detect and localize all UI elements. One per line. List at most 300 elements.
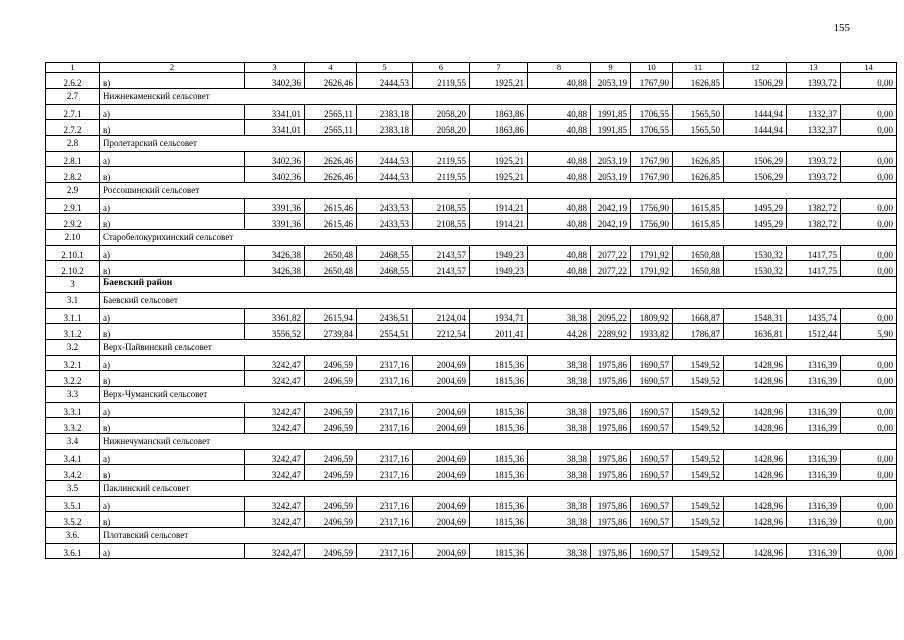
value-cell: 1767,90: [631, 73, 673, 89]
value-cell: 0,00: [841, 214, 897, 230]
value-cell: 0,00: [841, 120, 897, 136]
value-cell: 1815,36: [470, 449, 528, 465]
value-cell: 1756,90: [631, 198, 673, 214]
section-row: [46, 182, 897, 198]
value-cell: 2496,59: [305, 496, 357, 512]
value-cell: 1975,86: [591, 465, 631, 481]
value-cell: 38,38: [528, 308, 591, 324]
section-title: Верх-Чуманский сельсовет: [100, 386, 897, 402]
value-cell: 1565,50: [673, 120, 724, 136]
value-cell: 3242,47: [245, 355, 305, 371]
table-body: [46, 63, 897, 559]
column-header: 9: [591, 63, 631, 73]
value-cell: 2436,51: [357, 308, 413, 324]
value-cell: 0,00: [841, 245, 897, 261]
value-cell: 3242,47: [245, 449, 305, 465]
value-cell: 1506,29: [724, 167, 787, 183]
column-header: 4: [305, 63, 357, 73]
value-cell: 1428,96: [724, 371, 787, 387]
value-cell: 2004,69: [413, 449, 470, 465]
value-cell: 2626,46: [305, 151, 357, 167]
value-cell: 0,00: [841, 73, 897, 89]
value-cell: 2004,69: [413, 418, 470, 434]
value-cell: 3556,52: [245, 324, 305, 340]
value-cell: 1549,52: [673, 543, 724, 559]
value-cell: 0,00: [841, 543, 897, 559]
value-cell: 38,38: [528, 418, 591, 434]
value-cell: 1428,96: [724, 496, 787, 512]
row-variant: в): [100, 512, 245, 528]
column-header: 2: [100, 63, 245, 73]
row-variant: в): [100, 120, 245, 136]
value-cell: 2383,18: [357, 104, 413, 120]
table-row: [46, 355, 897, 371]
value-cell: 40,88: [528, 214, 591, 230]
value-cell: 1382,72: [787, 198, 841, 214]
value-cell: 1428,96: [724, 543, 787, 559]
value-cell: 1428,96: [724, 402, 787, 418]
value-cell: 2433,53: [357, 214, 413, 230]
value-cell: 2468,55: [357, 245, 413, 261]
value-cell: 2119,55: [413, 73, 470, 89]
value-cell: 2077,22: [591, 261, 631, 277]
row-variant: а): [100, 245, 245, 261]
value-cell: 1615,85: [673, 214, 724, 230]
column-header-row: [46, 63, 897, 73]
value-cell: 1975,86: [591, 371, 631, 387]
value-cell: 1949,23: [470, 245, 528, 261]
value-cell: 1975,86: [591, 512, 631, 528]
value-cell: 2565,11: [305, 104, 357, 120]
column-header: 10: [631, 63, 673, 73]
value-cell: 2317,16: [357, 496, 413, 512]
value-cell: 1815,36: [470, 402, 528, 418]
value-cell: 1444,94: [724, 120, 787, 136]
value-cell: 1626,85: [673, 151, 724, 167]
value-cell: 1495,29: [724, 198, 787, 214]
value-cell: 1975,86: [591, 418, 631, 434]
section-title: Верх-Пайвинский сельсовет: [100, 339, 897, 355]
value-cell: 1393,72: [787, 167, 841, 183]
row-variant: в): [100, 324, 245, 340]
row-code: 2.10: [46, 229, 100, 245]
row-code: 3.1.2: [46, 324, 100, 340]
value-cell: 3402,36: [245, 73, 305, 89]
value-cell: 1506,29: [724, 151, 787, 167]
row-code: 3.4.1: [46, 449, 100, 465]
row-variant: в): [100, 73, 245, 89]
value-cell: 2554,51: [357, 324, 413, 340]
value-cell: 2444,53: [357, 73, 413, 89]
table-row: [46, 324, 897, 340]
value-cell: 5,90: [841, 324, 897, 340]
value-cell: 38,38: [528, 465, 591, 481]
table-row: [46, 151, 897, 167]
value-cell: 1626,85: [673, 167, 724, 183]
value-cell: 1428,96: [724, 449, 787, 465]
value-cell: 3402,36: [245, 167, 305, 183]
value-cell: 2317,16: [357, 402, 413, 418]
page-number: 155: [833, 22, 850, 34]
value-cell: 2042,19: [591, 214, 631, 230]
value-cell: 38,38: [528, 449, 591, 465]
table-row: [46, 308, 897, 324]
column-header: 1: [46, 63, 100, 73]
value-cell: 1417,75: [787, 245, 841, 261]
value-cell: 1690,57: [631, 449, 673, 465]
value-cell: 1316,39: [787, 371, 841, 387]
value-cell: 1914,21: [470, 198, 528, 214]
section-row: [46, 433, 897, 449]
value-cell: 2739,84: [305, 324, 357, 340]
value-cell: 2053,19: [591, 151, 631, 167]
row-code: 2.10.1: [46, 245, 100, 261]
row-variant: а): [100, 496, 245, 512]
value-cell: 2317,16: [357, 512, 413, 528]
value-cell: 1756,90: [631, 214, 673, 230]
value-cell: 0,00: [841, 308, 897, 324]
table-row: [46, 104, 897, 120]
value-cell: 40,88: [528, 151, 591, 167]
value-cell: 3242,47: [245, 512, 305, 528]
value-cell: 1690,57: [631, 371, 673, 387]
row-variant: а): [100, 449, 245, 465]
section-row: [46, 339, 897, 355]
value-cell: 2317,16: [357, 543, 413, 559]
value-cell: 3391,36: [245, 214, 305, 230]
value-cell: 1975,86: [591, 496, 631, 512]
value-cell: 38,38: [528, 543, 591, 559]
value-cell: 1435,74: [787, 308, 841, 324]
value-cell: 3341,01: [245, 104, 305, 120]
value-cell: 1549,52: [673, 371, 724, 387]
row-code: 3.1: [46, 292, 100, 308]
section-title: Нижнекаменский сельсовет: [100, 88, 897, 104]
row-code: 3.5.1: [46, 496, 100, 512]
value-cell: 1815,36: [470, 465, 528, 481]
row-code: 2.9: [46, 182, 100, 198]
value-cell: 1809,92: [631, 308, 673, 324]
table-row: [46, 167, 897, 183]
value-cell: 1668,87: [673, 308, 724, 324]
row-code: 3: [46, 276, 100, 292]
value-cell: 2496,59: [305, 371, 357, 387]
value-cell: 3426,38: [245, 245, 305, 261]
value-cell: 2317,16: [357, 449, 413, 465]
value-cell: 1615,85: [673, 198, 724, 214]
value-cell: 2496,59: [305, 512, 357, 528]
value-cell: 2004,69: [413, 355, 470, 371]
value-cell: 3242,47: [245, 371, 305, 387]
value-cell: 2317,16: [357, 465, 413, 481]
section-title: Старобелокурихинский сельсовет: [100, 229, 897, 245]
value-cell: 2058,20: [413, 120, 470, 136]
value-cell: 1934,71: [470, 308, 528, 324]
value-cell: 1706,55: [631, 104, 673, 120]
value-cell: 2317,16: [357, 418, 413, 434]
value-cell: 1690,57: [631, 355, 673, 371]
value-cell: 1925,21: [470, 73, 528, 89]
value-cell: 2317,16: [357, 371, 413, 387]
row-code: 2.9.1: [46, 198, 100, 214]
value-cell: 2565,11: [305, 120, 357, 136]
section-title: Россошинский сельсовет: [100, 182, 897, 198]
row-code: 3.1.1: [46, 308, 100, 324]
row-code: 2.10.2: [46, 261, 100, 277]
value-cell: 2095,22: [591, 308, 631, 324]
value-cell: 1690,57: [631, 543, 673, 559]
value-cell: 2119,55: [413, 167, 470, 183]
value-cell: 0,00: [841, 496, 897, 512]
row-variant: в): [100, 214, 245, 230]
table-row: [46, 261, 897, 277]
value-cell: 3361,82: [245, 308, 305, 324]
section-row: [46, 276, 897, 292]
row-code: 2.6.2: [46, 73, 100, 89]
value-cell: 1565,50: [673, 104, 724, 120]
value-cell: 40,88: [528, 167, 591, 183]
value-cell: 1495,29: [724, 214, 787, 230]
value-cell: 1975,86: [591, 402, 631, 418]
section-row: [46, 88, 897, 104]
value-cell: 1549,52: [673, 418, 724, 434]
column-header: 5: [357, 63, 413, 73]
value-cell: 2119,55: [413, 151, 470, 167]
table-row: [46, 512, 897, 528]
value-cell: 2143,57: [413, 261, 470, 277]
row-code: 3.5: [46, 480, 100, 496]
value-cell: 2496,59: [305, 402, 357, 418]
value-cell: 1949,23: [470, 261, 528, 277]
value-cell: 1549,52: [673, 402, 724, 418]
value-cell: 0,00: [841, 512, 897, 528]
column-header: 13: [787, 63, 841, 73]
value-cell: 1316,39: [787, 449, 841, 465]
table-row: [46, 418, 897, 434]
value-cell: 2212,54: [413, 324, 470, 340]
tariff-table: [45, 62, 897, 559]
value-cell: 40,88: [528, 120, 591, 136]
value-cell: 2053,19: [591, 167, 631, 183]
value-cell: 2650,48: [305, 245, 357, 261]
row-variant: а): [100, 198, 245, 214]
value-cell: 0,00: [841, 402, 897, 418]
row-code: 2.8.2: [46, 167, 100, 183]
value-cell: 3426,38: [245, 261, 305, 277]
value-cell: 2496,59: [305, 543, 357, 559]
value-cell: 2496,59: [305, 418, 357, 434]
value-cell: 1316,39: [787, 543, 841, 559]
value-cell: 1767,90: [631, 167, 673, 183]
value-cell: 44,28: [528, 324, 591, 340]
value-cell: 2496,59: [305, 449, 357, 465]
value-cell: 2077,22: [591, 245, 631, 261]
row-variant: а): [100, 355, 245, 371]
value-cell: 38,38: [528, 355, 591, 371]
section-title: Пролетарский сельсовет: [100, 135, 897, 151]
value-cell: 1316,39: [787, 418, 841, 434]
value-cell: 0,00: [841, 465, 897, 481]
section-row: [46, 480, 897, 496]
row-variant: а): [100, 402, 245, 418]
value-cell: 1767,90: [631, 151, 673, 167]
row-code: 2.8.1: [46, 151, 100, 167]
section-title: Баевский район: [100, 276, 897, 292]
value-cell: 1690,57: [631, 496, 673, 512]
row-code: 3.2.2: [46, 371, 100, 387]
row-code: 3.3.1: [46, 402, 100, 418]
value-cell: 38,38: [528, 402, 591, 418]
row-code: 2.8: [46, 135, 100, 151]
value-cell: 1925,21: [470, 151, 528, 167]
row-code: 2.9.2: [46, 214, 100, 230]
value-cell: 1975,86: [591, 543, 631, 559]
value-cell: 1975,86: [591, 355, 631, 371]
column-header: 8: [528, 63, 591, 73]
value-cell: 2468,55: [357, 261, 413, 277]
value-cell: 1925,21: [470, 167, 528, 183]
value-cell: 2317,16: [357, 355, 413, 371]
row-variant: в): [100, 465, 245, 481]
value-cell: 3242,47: [245, 402, 305, 418]
value-cell: 2011,41: [470, 324, 528, 340]
value-cell: 0,00: [841, 449, 897, 465]
value-cell: 1690,57: [631, 402, 673, 418]
value-cell: 3242,47: [245, 418, 305, 434]
value-cell: 2615,94: [305, 308, 357, 324]
value-cell: 0,00: [841, 418, 897, 434]
value-cell: 1316,39: [787, 512, 841, 528]
row-code: 3.6.1: [46, 543, 100, 559]
value-cell: 2004,69: [413, 496, 470, 512]
value-cell: 1991,85: [591, 104, 631, 120]
table-row: [46, 198, 897, 214]
value-cell: 1815,36: [470, 512, 528, 528]
value-cell: 1428,96: [724, 512, 787, 528]
section-row: [46, 386, 897, 402]
value-cell: 3242,47: [245, 465, 305, 481]
value-cell: 1549,52: [673, 512, 724, 528]
value-cell: 0,00: [841, 198, 897, 214]
row-variant: а): [100, 308, 245, 324]
row-variant: а): [100, 543, 245, 559]
section-title: Паклинский сельсовет: [100, 480, 897, 496]
row-variant: в): [100, 261, 245, 277]
value-cell: 40,88: [528, 245, 591, 261]
value-cell: 1530,32: [724, 261, 787, 277]
value-cell: 1914,21: [470, 214, 528, 230]
column-header: 11: [673, 63, 724, 73]
value-cell: 0,00: [841, 371, 897, 387]
value-cell: 38,38: [528, 371, 591, 387]
value-cell: 3402,36: [245, 151, 305, 167]
value-cell: 0,00: [841, 104, 897, 120]
section-title: Нижнечуманский сельсовет: [100, 433, 897, 449]
value-cell: 0,00: [841, 151, 897, 167]
value-cell: 1650,88: [673, 245, 724, 261]
row-code: 3.6.: [46, 527, 100, 543]
value-cell: 2383,18: [357, 120, 413, 136]
value-cell: 1815,36: [470, 543, 528, 559]
value-cell: 1316,39: [787, 402, 841, 418]
row-code: 3.3: [46, 386, 100, 402]
value-cell: 2626,46: [305, 167, 357, 183]
value-cell: 3391,36: [245, 198, 305, 214]
value-cell: 1549,52: [673, 449, 724, 465]
value-cell: 1332,37: [787, 104, 841, 120]
value-cell: 0,00: [841, 167, 897, 183]
value-cell: 2004,69: [413, 371, 470, 387]
value-cell: 2433,53: [357, 198, 413, 214]
value-cell: 1690,57: [631, 418, 673, 434]
value-cell: 2004,69: [413, 402, 470, 418]
value-cell: 2053,19: [591, 73, 631, 89]
value-cell: 2444,53: [357, 151, 413, 167]
row-code: 3.4.2: [46, 465, 100, 481]
row-variant: в): [100, 418, 245, 434]
value-cell: 1548,31: [724, 308, 787, 324]
column-header: 12: [724, 63, 787, 73]
value-cell: 38,38: [528, 512, 591, 528]
column-header: 3: [245, 63, 305, 73]
value-cell: 2108,55: [413, 214, 470, 230]
section-row: [46, 292, 897, 308]
value-cell: 1650,88: [673, 261, 724, 277]
value-cell: 1786,87: [673, 324, 724, 340]
value-cell: 1428,96: [724, 465, 787, 481]
table-row: [46, 543, 897, 559]
value-cell: 2004,69: [413, 512, 470, 528]
row-code: 3.2.1: [46, 355, 100, 371]
value-cell: 2058,20: [413, 104, 470, 120]
table-row: [46, 371, 897, 387]
value-cell: 40,88: [528, 198, 591, 214]
table-row: [46, 402, 897, 418]
value-cell: 2004,69: [413, 465, 470, 481]
value-cell: 1549,52: [673, 355, 724, 371]
row-code: 2.7.2: [46, 120, 100, 136]
value-cell: 2615,46: [305, 214, 357, 230]
value-cell: 2108,55: [413, 198, 470, 214]
row-variant: а): [100, 151, 245, 167]
row-code: 3.3.2: [46, 418, 100, 434]
value-cell: 1428,96: [724, 418, 787, 434]
value-cell: 2042,19: [591, 198, 631, 214]
row-variant: в): [100, 167, 245, 183]
table-row: [46, 449, 897, 465]
value-cell: 1791,92: [631, 261, 673, 277]
value-cell: 1549,52: [673, 465, 724, 481]
value-cell: 2004,69: [413, 543, 470, 559]
value-cell: 1549,52: [673, 496, 724, 512]
value-cell: 2289,92: [591, 324, 631, 340]
column-header: 7: [470, 63, 528, 73]
row-code: 2.7: [46, 88, 100, 104]
column-header: 14: [841, 63, 897, 73]
value-cell: 1417,75: [787, 261, 841, 277]
value-cell: 1626,85: [673, 73, 724, 89]
value-cell: 1815,36: [470, 496, 528, 512]
section-title: Плотавский сельсовет: [100, 527, 897, 543]
value-cell: 1316,39: [787, 355, 841, 371]
column-header: 6: [413, 63, 470, 73]
value-cell: 1815,36: [470, 371, 528, 387]
table-row: [46, 214, 897, 230]
value-cell: 38,38: [528, 496, 591, 512]
value-cell: 3242,47: [245, 543, 305, 559]
table-row: [46, 120, 897, 136]
table-row: [46, 73, 897, 89]
